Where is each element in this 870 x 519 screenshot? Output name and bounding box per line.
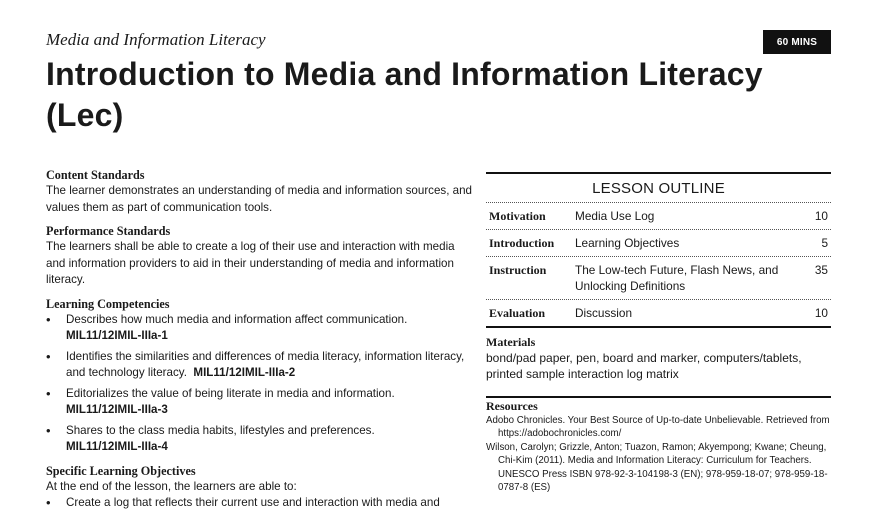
- competency-code: MIL11/12IMIL-IIIa-2: [193, 366, 296, 379]
- competency-code: MIL11/12IMIL-IIIa-4: [66, 440, 168, 453]
- materials-section: [486, 334, 831, 382]
- lesson-outline-heading: LESSON OUTLINE: [486, 172, 831, 203]
- content-standards-heading: Content Standards: [46, 168, 145, 182]
- specific-objectives-section: [46, 463, 476, 512]
- resources-section: [486, 396, 831, 495]
- subject-label: Media and Information Literacy: [46, 30, 266, 49]
- competency-text: Describes how much media and information affect communication.: [66, 312, 408, 326]
- list-item: [46, 349, 476, 382]
- outline-activity: Learning Objectives: [575, 236, 680, 250]
- outline-phase: Motivation: [489, 209, 546, 223]
- resource-entry: Wilson, Carolyn; Grizzle, Anton; Tuazon, Ramon; Akyempong; Kwane; Cheung, Chi-Kim (2011). Media and Information Literacy: Curriculum for Teachers. UNESCO Press ISBN 978-92-3-104198-3 (EN); 978-959-18-07; 978-959-18-0787-8 (ES): [486, 441, 828, 493]
- table-row: [486, 257, 831, 300]
- outline-activity: Discussion: [575, 306, 633, 320]
- content-standards-text: The learner demonstrates an understanding of media and information sources, and values them as part of communication tools.: [46, 184, 473, 214]
- table-row: [486, 203, 831, 230]
- duration-badge: 60 MINS: [763, 30, 831, 54]
- list-item: • Create a log that reflects their current use and interaction with media and: [46, 495, 476, 512]
- specific-objectives-intro: At the end of the lesson, the learners are able to:: [46, 479, 297, 493]
- left-column: [46, 167, 476, 519]
- competency-text: Identifies the similarities and differences of media literacy, information literacy, and technology literacy.: [66, 349, 465, 379]
- outline-minutes: 5: [821, 236, 828, 250]
- competency-list: [46, 312, 476, 456]
- right-column: [486, 172, 831, 495]
- outline-phase: Evaluation: [489, 306, 546, 320]
- list-item: [46, 423, 476, 456]
- page-title: Introduction to Media and Information Literacy (Lec): [46, 56, 763, 133]
- specific-objectives-heading: Specific Learning Objectives: [46, 463, 196, 478]
- list-item: [46, 312, 476, 345]
- competency-code: MIL11/12IMIL-IIIa-3: [66, 403, 168, 416]
- outline-minutes: 10: [814, 209, 828, 223]
- outline-minutes: 10: [814, 306, 828, 320]
- outline-activity: Media Use Log: [575, 209, 655, 223]
- competency-text: Editorializes the value of being literate in media and information.: [66, 386, 395, 400]
- performance-standards-heading: Performance Standards: [46, 224, 171, 238]
- resource-entry: Adobo Chronicles. Your Best Source of Up-to-date Unbelievable. Retrieved from https://adobochronicles.com/: [486, 414, 830, 439]
- competency-code: MIL11/12IMIL-IIIa-1: [66, 329, 168, 342]
- materials-heading: Materials: [486, 335, 536, 349]
- materials-text: bond/pad paper, pen, board and marker, computers/tablets, printed sample interaction log matrix: [486, 351, 802, 381]
- performance-standards-section: [46, 223, 476, 289]
- competency-text: Shares to the class media habits, lifestyles and preferences.: [66, 423, 375, 437]
- outline-phase: Instruction: [489, 263, 547, 277]
- lesson-outline: [486, 172, 831, 328]
- table-row: [486, 300, 831, 328]
- resources-heading: Resources: [486, 399, 538, 413]
- outline-phase: Introduction: [489, 236, 555, 250]
- learning-competencies-heading: Learning Competencies: [46, 296, 170, 311]
- content-standards-section: [46, 167, 476, 216]
- table-row: [486, 230, 831, 257]
- objective-list: [46, 495, 476, 512]
- outline-activity: The Low-tech Future, Flash News, and Unlocking Definitions: [575, 263, 779, 293]
- performance-standards-text: The learners shall be able to create a log of their use and interaction with media and information providers to aid in their understanding of media and information literacy.: [46, 240, 455, 286]
- outline-minutes: 35: [814, 263, 828, 277]
- learning-competencies-section: [46, 296, 476, 456]
- list-item: [46, 386, 476, 419]
